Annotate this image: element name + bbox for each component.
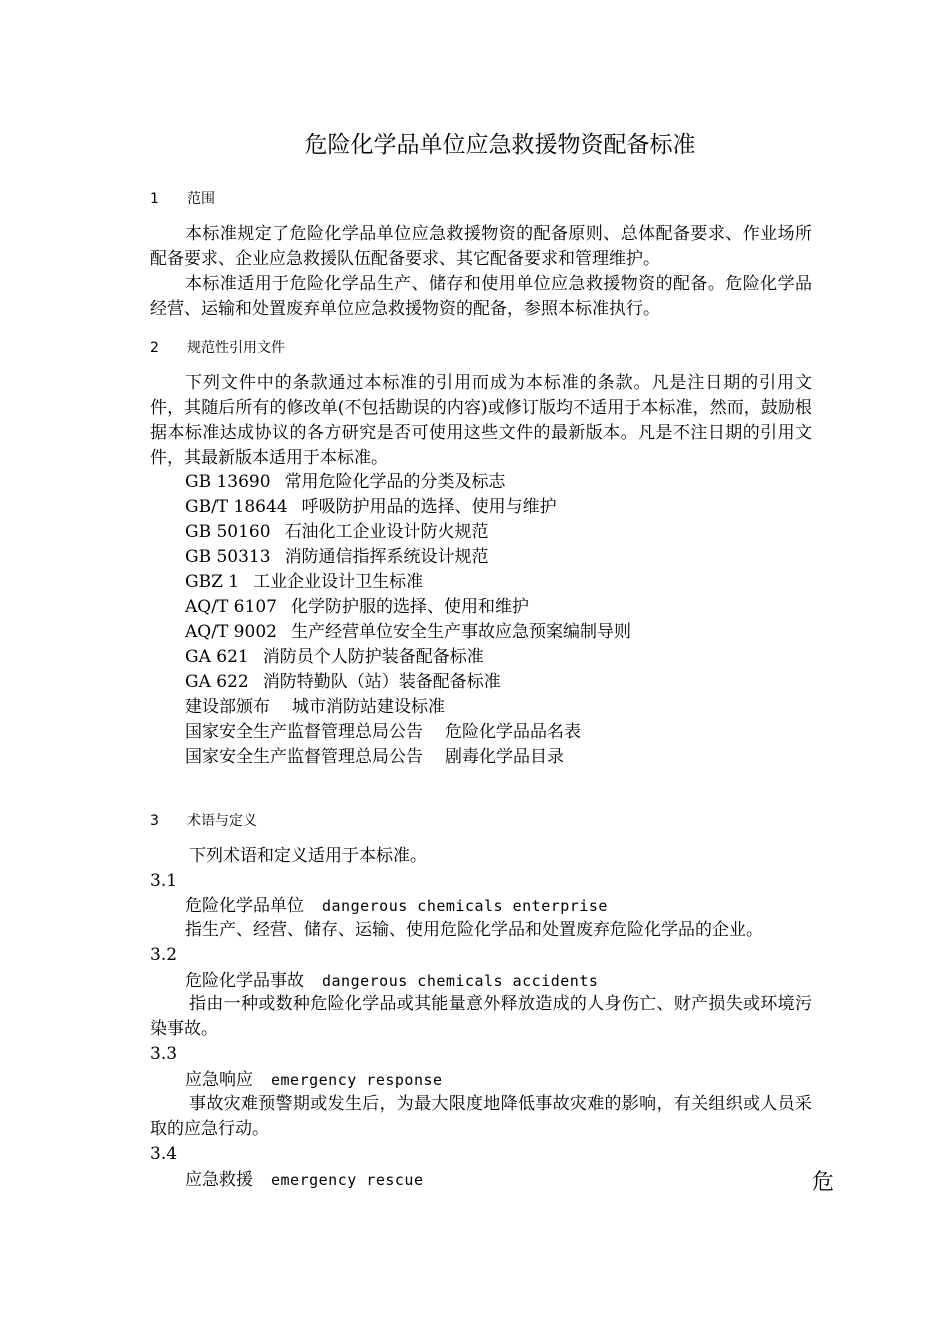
reference-title: 工业企业设计卫生标准 <box>253 572 424 592</box>
reference-code: GB 50160 <box>185 522 271 542</box>
document-title: 危险化学品单位应急救援物资配备标准 <box>304 132 696 158</box>
reference-code: AQ/T 9002 <box>185 622 277 642</box>
reference-title: 城市消防站建设标准 <box>292 697 445 717</box>
term-number: 3.2 <box>150 945 178 965</box>
term-definition: 指由一种或数种危险化学品或其能量意外释放造成的人身伤亡、财产损失或环境污染事故。 <box>150 994 812 1039</box>
term-heading <box>185 1067 443 1092</box>
term-number: 3.3 <box>150 1044 178 1064</box>
section-2-heading <box>150 337 285 359</box>
term-heading <box>185 1167 424 1192</box>
term-en: emergency rescue <box>271 1171 424 1189</box>
section-title: 术语与定义 <box>187 813 257 829</box>
normative-references-paragraph: 下列文件中的条款通过本标准的引用而成为本标准的条款。凡是注日期的引用文件，其随后所有的修改单(不包括勘误的内容)或修订版均不适用于本标准，然而，鼓励根据本标准达成协议的各方研究是否可使用这些文件的最新版本。凡是不注日期的引用文件，其最新版本适用于本标准。 <box>150 373 812 468</box>
term-zh: 危险化学品事故 <box>185 971 304 991</box>
term-heading <box>185 893 608 918</box>
term-number: 3.1 <box>150 871 178 891</box>
reference-item <box>185 745 631 770</box>
reference-item <box>185 570 631 595</box>
reference-title: 消防员个人防护装备配备标准 <box>262 647 484 667</box>
term-definition: 事故灾难预警期或发生后，为最大限度地降低事故灾难的影响，有关组织或人员采取的应急行动。 <box>150 1094 812 1139</box>
reference-title: 消防通信指挥系统设计规范 <box>284 547 489 567</box>
reference-item <box>185 470 631 495</box>
term-zh: 应急响应 <box>185 1070 253 1090</box>
reference-item <box>185 620 631 645</box>
section-3-heading <box>150 810 257 832</box>
reference-code: GB/T 18644 <box>185 497 288 517</box>
reference-title: 呼吸防护用品的选择、使用与维护 <box>301 497 557 517</box>
reference-title: 危险化学品品名表 <box>445 722 581 742</box>
term-en: dangerous chemicals accidents <box>322 972 599 990</box>
reference-list <box>185 470 631 770</box>
reference-title: 常用危险化学品的分类及标志 <box>284 472 506 492</box>
reference-item <box>185 720 631 745</box>
term-definition: 指生产、经营、储存、运输、使用危险化学品和处置废弃危险化学品的企业。 <box>185 920 763 940</box>
reference-code: GA 622 <box>185 672 249 692</box>
section-1-heading <box>150 188 215 210</box>
reference-title: 生产经营单位安全生产事故应急预案编制导则 <box>290 622 631 642</box>
reference-title: 石油化工企业设计防火规范 <box>284 522 489 542</box>
term-heading <box>185 968 598 993</box>
scope-paragraph-2: 本标准适用于危险化学品生产、储存和使用单位应急救援物资的配备。危险化学品经营、运输和处置废弃单位应急救援物资的配备，参照本标准执行。 <box>150 274 812 319</box>
term-number: 3.4 <box>150 1144 178 1164</box>
term-en: emergency response <box>271 1071 443 1089</box>
section-title: 范围 <box>187 191 215 207</box>
reference-code: GB 13690 <box>185 472 271 492</box>
section-title: 规范性引用文件 <box>187 340 285 356</box>
reference-item <box>185 495 631 520</box>
reference-item <box>185 670 631 695</box>
reference-title: 消防特勤队（站）装备配备标准 <box>262 672 501 692</box>
scope-paragraph-1: 本标准规定了危险化学品单位应急救援物资的配备原则、总体配备要求、作业场所配备要求、企业应急救援队伍配备要求、其它配备要求和管理维护。 <box>150 224 812 269</box>
reference-code: AQ/T 6107 <box>185 597 277 617</box>
reference-code: GA 621 <box>185 647 249 667</box>
terms-intro: 下列术语和定义适用于本标准。 <box>189 846 427 866</box>
reference-code: 建设部颁布 <box>185 697 270 717</box>
reference-code: 国家安全生产监督管理总局公告 <box>185 747 423 767</box>
reference-item <box>185 520 631 545</box>
reference-code: GBZ 1 <box>185 572 240 592</box>
reference-title: 剧毒化学品目录 <box>445 747 564 767</box>
section-number: 2 <box>150 340 159 356</box>
reference-item <box>185 545 631 570</box>
term-zh: 危险化学品单位 <box>185 896 304 916</box>
section-number: 1 <box>150 191 159 207</box>
corner-character: 危 <box>812 1170 835 1195</box>
reference-title: 化学防护服的选择、使用和维护 <box>290 597 529 617</box>
reference-item <box>185 645 631 670</box>
reference-item <box>185 695 631 720</box>
term-zh: 应急救援 <box>185 1170 253 1190</box>
reference-code: GB 50313 <box>185 547 271 567</box>
reference-item <box>185 595 631 620</box>
section-number: 3 <box>150 813 159 829</box>
term-en: dangerous chemicals enterprise <box>322 897 608 915</box>
reference-code: 国家安全生产监督管理总局公告 <box>185 722 423 742</box>
